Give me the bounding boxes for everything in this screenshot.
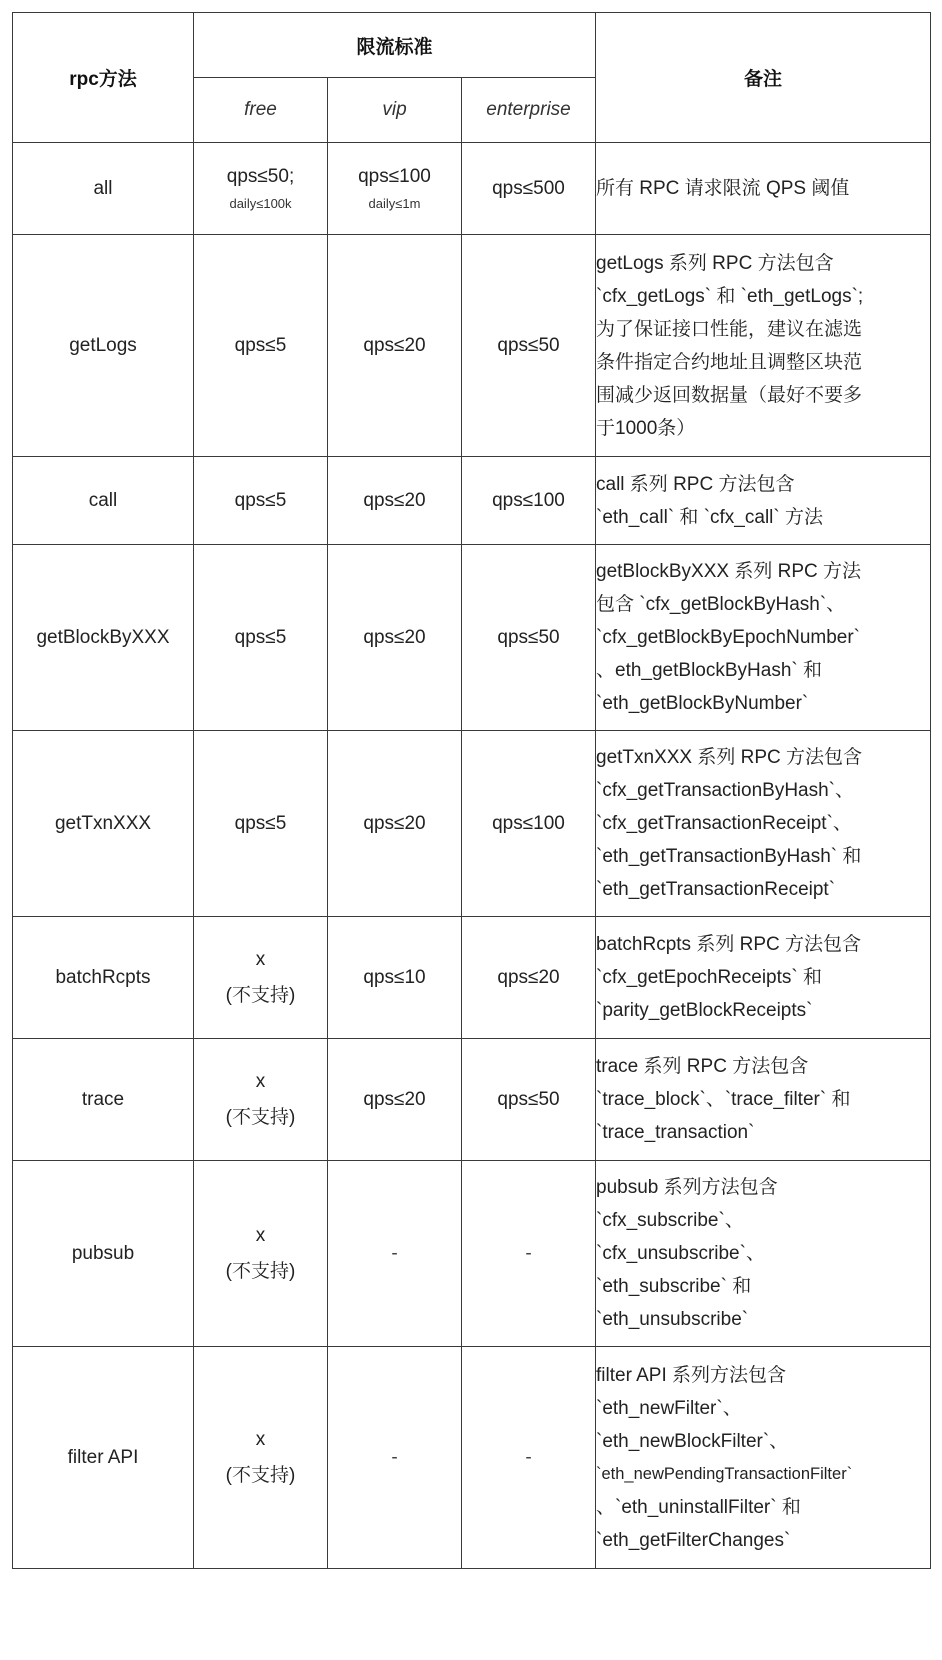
note-line: `eth_getTransactionReceipt` bbox=[596, 879, 836, 900]
note-line: trace 系列 RPC 方法包含 bbox=[596, 1056, 809, 1077]
note-line: pubsub 系列方法包含 bbox=[596, 1177, 778, 1198]
free-cell bbox=[194, 1347, 328, 1569]
rpc-rate-limit-table bbox=[12, 12, 931, 1569]
vip-cell bbox=[328, 143, 462, 235]
free-cell: qps≤5 bbox=[194, 235, 328, 457]
note-line: `cfx_getBlockByEpochNumber` bbox=[596, 627, 860, 648]
enterprise-cell bbox=[462, 143, 596, 235]
note-cell bbox=[596, 545, 931, 731]
method-cell: getLogs bbox=[13, 235, 194, 457]
note-line: 围减少返回数据量（最好不要多 bbox=[596, 384, 863, 406]
enterprise-cell: qps≤20 bbox=[462, 917, 596, 1039]
free-cell: qps≤5 bbox=[194, 731, 328, 917]
note-line: `parity_getBlockReceipts` bbox=[596, 1000, 813, 1021]
enterprise-cell: qps≤50 bbox=[462, 1039, 596, 1161]
enterprise-qps: qps≤500 bbox=[492, 177, 565, 199]
header-notes: 备注 bbox=[596, 13, 931, 143]
note-line: 、eth_getBlockByHash` 和 bbox=[596, 660, 822, 681]
table-row bbox=[13, 1161, 931, 1347]
note-line: 于1000条） bbox=[596, 417, 696, 439]
method-cell: trace bbox=[13, 1039, 194, 1161]
note-line: 所有 RPC 请求限流 QPS 阈值 bbox=[596, 178, 850, 199]
enterprise-cell: qps≤100 bbox=[462, 731, 596, 917]
unsupported-mark: x bbox=[255, 1428, 266, 1450]
note-line: `eth_newPendingTransactionFilter` bbox=[596, 1464, 853, 1483]
enterprise-cell: qps≤50 bbox=[462, 545, 596, 731]
vip-cell: qps≤20 bbox=[328, 1039, 462, 1161]
note-cell bbox=[596, 1161, 931, 1347]
vip-cell: - bbox=[328, 1161, 462, 1347]
note-line: 、`eth_uninstallFilter` 和 bbox=[596, 1496, 801, 1518]
unsupported-mark: x bbox=[255, 1070, 266, 1092]
vip-cell: qps≤20 bbox=[328, 457, 462, 545]
vip-daily: daily≤1m bbox=[368, 196, 421, 211]
free-daily: daily≤100k bbox=[229, 196, 292, 211]
enterprise-cell: qps≤100 bbox=[462, 457, 596, 545]
tier-enterprise: enterprise bbox=[462, 78, 596, 143]
note-cell bbox=[596, 917, 931, 1039]
unsupported-label: (不支持) bbox=[225, 1106, 296, 1128]
free-qps: qps≤50; bbox=[226, 166, 295, 187]
note-line: `eth_newFilter`、 bbox=[596, 1397, 742, 1419]
note-cell bbox=[596, 1347, 931, 1569]
enterprise-cell: qps≤50 bbox=[462, 235, 596, 457]
note-line: `eth_subscribe` 和 bbox=[596, 1276, 752, 1297]
header-limits: 限流标准 bbox=[194, 13, 596, 78]
method-cell: call bbox=[13, 457, 194, 545]
note-line: 为了保证接口性能，建议在滤选 bbox=[596, 318, 863, 340]
note-line: call 系列 RPC 方法包含 bbox=[596, 473, 795, 495]
header-method: rpc方法 bbox=[13, 13, 194, 143]
note-line: `cfx_getTransactionReceipt`、 bbox=[596, 813, 852, 834]
vip-cell: - bbox=[328, 1347, 462, 1569]
note-line: getLogs 系列 RPC 方法包含 bbox=[596, 252, 834, 274]
vip-qps: qps≤100 bbox=[358, 166, 431, 187]
method-cell: filter API bbox=[13, 1347, 194, 1569]
note-cell bbox=[596, 457, 931, 545]
note-cell bbox=[596, 731, 931, 917]
note-line: batchRcpts 系列 RPC 方法包含 bbox=[596, 934, 861, 955]
note-line: `cfx_subscribe`、 bbox=[596, 1210, 744, 1231]
table-row bbox=[13, 1039, 931, 1161]
table-row bbox=[13, 545, 931, 731]
header-row bbox=[13, 13, 931, 78]
free-cell bbox=[194, 143, 328, 235]
note-line: `cfx_unsubscribe`、 bbox=[596, 1243, 765, 1264]
vip-cell: qps≤10 bbox=[328, 917, 462, 1039]
unsupported-mark: x bbox=[255, 1224, 266, 1246]
free-cell bbox=[194, 1161, 328, 1347]
tier-free: free bbox=[194, 78, 328, 143]
method-cell: getTxnXXX bbox=[13, 731, 194, 917]
unsupported-label: (不支持) bbox=[225, 1464, 296, 1486]
vip-cell: qps≤20 bbox=[328, 235, 462, 457]
note-line: `trace_block`、`trace_filter` 和 bbox=[596, 1089, 851, 1110]
tier-vip: vip bbox=[328, 78, 462, 143]
free-cell bbox=[194, 1039, 328, 1161]
method-cell: batchRcpts bbox=[13, 917, 194, 1039]
note-line: `eth_getBlockByNumber` bbox=[596, 693, 809, 714]
enterprise-cell: - bbox=[462, 1347, 596, 1569]
note-line: getBlockByXXX 系列 RPC 方法 bbox=[596, 561, 862, 582]
method-cell: all bbox=[13, 143, 194, 235]
note-line: `eth_getFilterChanges` bbox=[596, 1529, 791, 1551]
note-line: 条件指定合约地址且调整区块范 bbox=[596, 351, 863, 373]
note-cell bbox=[596, 235, 931, 457]
table-row bbox=[13, 457, 931, 545]
note-line: `cfx_getEpochReceipts` 和 bbox=[596, 967, 822, 988]
note-line: `eth_call` 和 `cfx_call` 方法 bbox=[596, 506, 823, 528]
vip-cell: qps≤20 bbox=[328, 731, 462, 917]
method-cell: pubsub bbox=[13, 1161, 194, 1347]
note-line: `cfx_getLogs` 和 `eth_getLogs`; bbox=[596, 285, 864, 307]
enterprise-cell: - bbox=[462, 1161, 596, 1347]
note-line: 包含 `cfx_getBlockByHash`、 bbox=[596, 594, 846, 615]
note-line: `eth_unsubscribe` bbox=[596, 1309, 749, 1330]
unsupported-label: (不支持) bbox=[225, 1260, 296, 1282]
note-line: filter API 系列方法包含 bbox=[596, 1364, 787, 1386]
table-row bbox=[13, 143, 931, 235]
free-cell: qps≤5 bbox=[194, 457, 328, 545]
note-line: `eth_getTransactionByHash` 和 bbox=[596, 846, 862, 867]
unsupported-mark: x bbox=[255, 948, 266, 970]
note-cell bbox=[596, 1039, 931, 1161]
table-row bbox=[13, 1347, 931, 1569]
free-cell bbox=[194, 917, 328, 1039]
table-row bbox=[13, 235, 931, 457]
note-cell bbox=[596, 143, 931, 235]
method-cell: getBlockByXXX bbox=[13, 545, 194, 731]
note-line: `trace_transaction` bbox=[596, 1122, 755, 1143]
note-line: getTxnXXX 系列 RPC 方法包含 bbox=[596, 747, 863, 768]
unsupported-label: (不支持) bbox=[225, 984, 296, 1006]
table-row bbox=[13, 917, 931, 1039]
note-line: `eth_newBlockFilter`、 bbox=[596, 1430, 789, 1452]
note-line: `cfx_getTransactionByHash`、 bbox=[596, 780, 855, 801]
free-cell: qps≤5 bbox=[194, 545, 328, 731]
table-row bbox=[13, 731, 931, 917]
vip-cell: qps≤20 bbox=[328, 545, 462, 731]
